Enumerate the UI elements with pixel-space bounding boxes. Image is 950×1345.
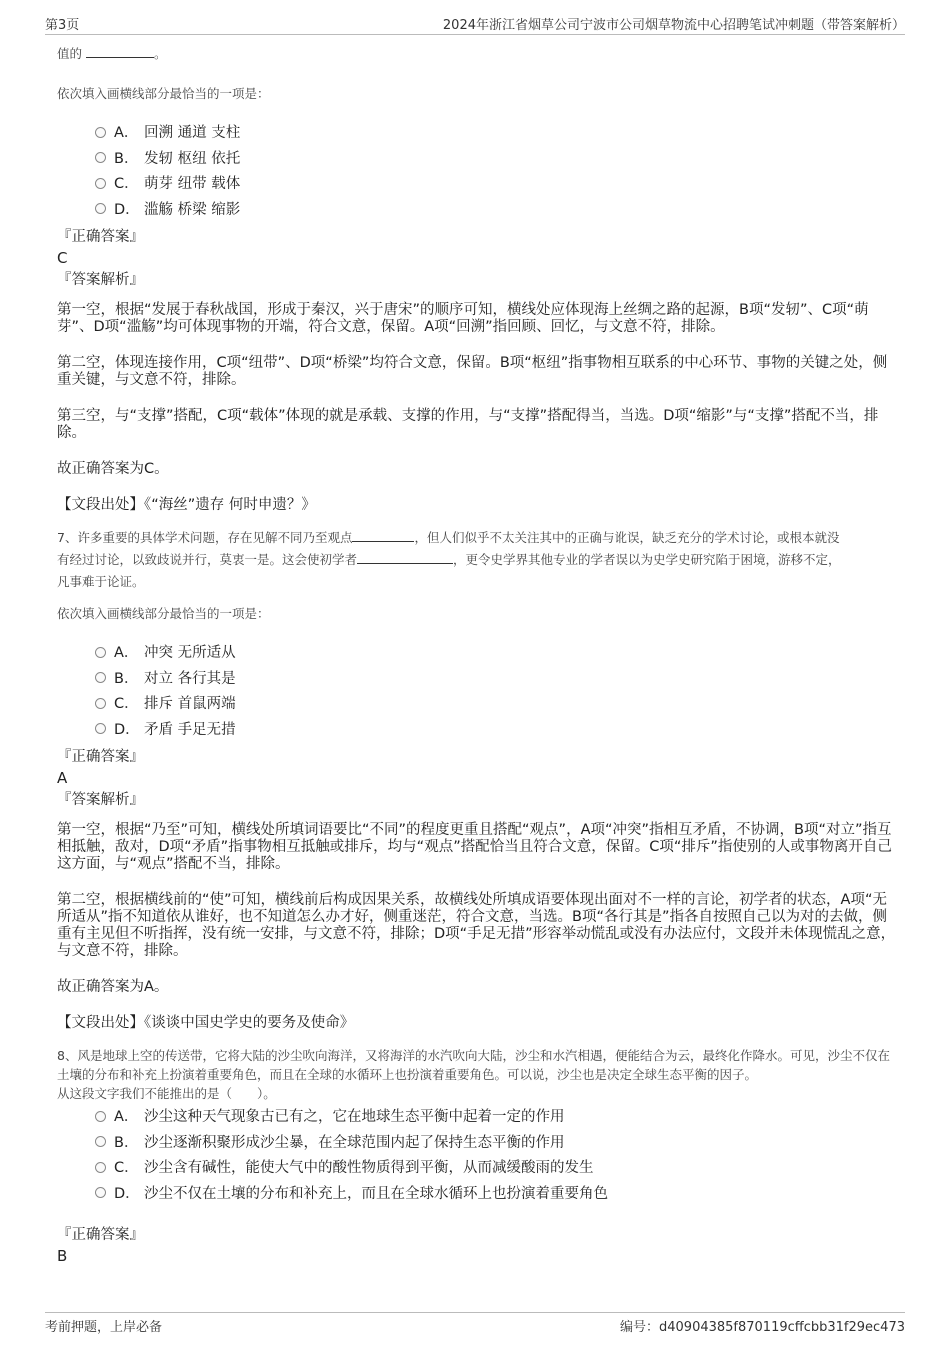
q7-option-b[interactable]: B． 对立 各行其是 [95,667,897,693]
q7-analysis-1: 第一空，根据“乃至”可知，横线处所填词语要比“不同”的程度更重且搭配“观点”，A项“冲突”指相互矛盾，不协调，B项“对立”指互相抵触，敌对，D项“矛盾”指事物相互抵触或排斥，均与“观点”搭配恰当且符合文意，保留。C项“排斥”指使别的人或事物离开自己这方面，与“观点”搭配不当，排除。 [57,822,892,872]
page-number: 第3页 [45,18,80,33]
q7-source: 【文段出处】《谈谈中国史学史的要务及使命》 [57,1015,355,1031]
q6-analysis-3: 第三空，与“支撑”搭配，C项“载体”体现的就是承载、支撑的作用，与“支撑”搭配得当，当选。D项“缩影”与“支撑”搭配不当，排除。 [57,408,879,441]
radio-icon[interactable] [95,647,106,658]
document-title: 2024年浙江省烟草公司宁波市公司烟草物流中心招聘笔试冲刺题（带答案解析） [442,18,905,33]
q8-option-c[interactable]: C． 沙尘含有碱性，能使大气中的酸性物质得到平衡，从而减缓酸雨的发生 [95,1156,897,1182]
q8-stem: 8、风是地球上空的传送带，它将大陆的沙尘吹向海洋，又将海洋的水汽吹向大陆，沙尘和水汽相遇，便能结合为云，最终化作降水。可见，沙尘不仅在土壤的分布和补充上扮演着重要角色，而且在全球的水循环上也扮演着重要角色。可以说，沙尘也是决定全球生态平衡的因子。 [57,1048,890,1082]
fill-blank [352,529,414,542]
q6-analysis-1: 第一空，根据“发展于春秋战国，形成于秦汉，兴于唐宋”的顺序可知，横线处应体现海上丝绸之路的起源，B项“发轫”、C项“萌芽”、D项“滥觞”均可体现事物的开端，符合文意，保留。A项“回溯”指回顾、回忆，与文意不符，排除。 [57,302,869,335]
q6-conclusion: 故正确答案为C。 [57,461,169,477]
q7-analysis-2: 第二空，根据横线前的“使”可知，横线前后构成因果关系，故横线处所填成语要体现出面对不一样的言论，初学者的状态，A项“无所适从”指不知道依从谁好，也不知道怎么办才好，侧重迷茫，符合文意，当选。B项“各行其是”指各自按照自己以为对的去做，侧重有主见但不听指挥，没有统一安排，与文意不符，排除；D项“手足无措”形容举动慌乱或没有办法应付，文段并未体现慌乱之意，与文意不符，排除。 [57,892,896,959]
radio-icon[interactable] [95,723,106,734]
q6-analysis-label: 『答案解析』 [57,272,144,288]
radio-icon[interactable] [95,698,106,709]
radio-icon[interactable] [95,203,106,214]
radio-icon[interactable] [95,152,106,163]
q6-option-a[interactable]: A． 回溯 通道 支柱 [95,121,897,147]
q7-analysis-label: 『答案解析』 [57,792,144,808]
q8-question: 从这段文字我们不能推出的是（ ）。 [57,1086,276,1101]
q8-option-b[interactable]: B． 沙尘逐渐积聚形成沙尘暴，在全球范围内起了保持生态平衡的作用 [95,1131,897,1157]
q6-option-c[interactable]: C． 萌芽 纽带 载体 [95,172,897,198]
q6-analysis-2: 第二空，体现连接作用，C项“纽带”、D项“桥梁”均符合文意，保留。B项“枢纽”指事物相互联系的中心环节、事物的关键之处，侧重关键，与文意不符，排除。 [57,355,888,388]
q6-answer: C [57,249,68,267]
document-code: 编号：d40904385f870119cffcbb31f29ec473 [620,1320,905,1335]
radio-icon[interactable] [95,178,106,189]
q7-answer: A [57,769,68,787]
q8-answer-label: 『正确答案』 [57,1227,144,1243]
radio-icon[interactable] [95,1162,106,1173]
fill-blank [357,551,453,564]
page-header [45,12,905,35]
q6-answer-label: 『正确答案』 [57,229,144,245]
q6-option-d[interactable]: D． 滥觞 桥梁 缩影 [95,198,897,224]
q6-continuation: 值的 。 [57,46,167,61]
q7-options [95,641,897,743]
q7-conclusion: 故正确答案为A。 [57,979,169,995]
page-footer [45,1312,905,1335]
radio-icon[interactable] [95,1187,106,1198]
radio-icon[interactable] [95,1136,106,1147]
q6-options [95,121,897,223]
q6-option-b[interactable]: B． 发轫 枢纽 依托 [95,147,897,173]
q6-instruction: 依次填入画横线部分最恰当的一项是： [57,86,270,101]
q8-options [95,1105,897,1207]
q7-instruction: 依次填入画横线部分最恰当的一项是： [57,606,270,621]
q7-answer-label: 『正确答案』 [57,749,144,765]
q7-option-c[interactable]: C． 排斥 首鼠两端 [95,692,897,718]
page-content [57,36,897,1266]
radio-icon[interactable] [95,1111,106,1122]
q8-answer: B [57,1247,68,1265]
radio-icon[interactable] [95,672,106,683]
fill-blank [86,45,154,58]
radio-icon[interactable] [95,127,106,138]
q8-option-a[interactable]: A． 沙尘这种天气现象古已有之，它在地球生态平衡中起着一定的作用 [95,1105,897,1131]
q6-source: 【文段出处】《“海丝”遗存 何时申遗？》 [57,497,316,513]
q8-option-d[interactable]: D． 沙尘不仅在土壤的分布和补充上，而且在全球水循环上也扮演着重要角色 [95,1182,897,1208]
q7-option-a[interactable]: A． 冲突 无所适从 [95,641,897,667]
footer-motto: 考前押题，上岸必备 [45,1320,163,1335]
q7-stem: 7、许多重要的具体学术问题，存在见解不同乃至观点 ，但人们似乎不太关注其中的正确与讹误，缺乏充分的学术讨论，或根本就没 有经过讨论，以致歧说并行，莫衷一是。这会使初学者 ，更令史学界其他专业的学者误以为史学史研究陷于困境，游移不定， 凡事难于论证。 [57,530,841,589]
q7-option-d[interactable]: D． 矛盾 手足无措 [95,718,897,744]
